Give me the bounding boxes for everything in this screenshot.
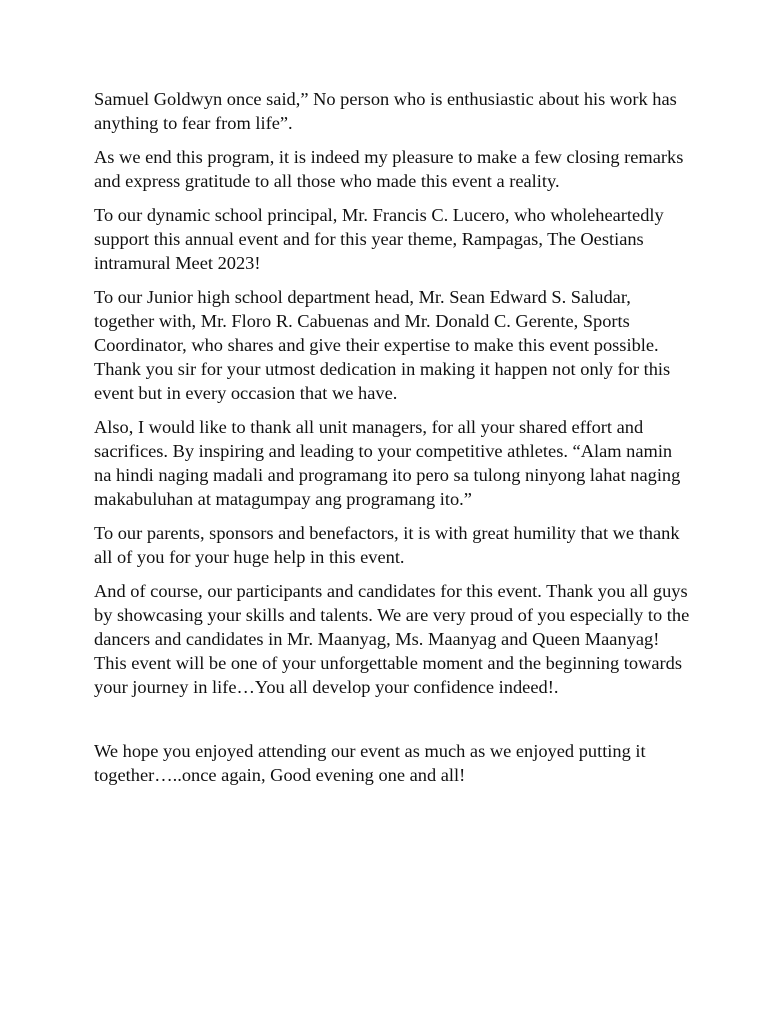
paragraph-parents-sponsors: To our parents, sponsors and benefactors, it is with great humility that we thank all of you for your huge help in this event. [94, 523, 680, 567]
paragraph-department-head: To our Junior high school department head, Mr. Sean Edward S. Saludar, together with, Mr. Floro R. Cabuenas and Mr. Donald C. Gerente, Sports Coordinator, who shares and give their expertise to make this event possible. Thank you sir for your utmost dedication in making it happen not only for this event but in every occasion that we have. [94, 287, 671, 403]
paragraph-participants: And of course, our participants and candidates for this event. Thank you all guys by showcasing your skills and talents. We are very proud of you especially to the dancers and candidates in Mr. Maanyag, Ms. Maanyag and Queen Maanyag! This event will be one of your unforgettable moment and the beginning towards your journey in life…You all develop your confidence indeed!. [94, 581, 690, 697]
paragraph-closing-remarks: As we end this program, it is indeed my pleasure to make a few closing remarks and express gratitude to all those who made this event a reality. [94, 147, 684, 191]
document-body [94, 87, 694, 797]
paragraph-unit-managers: Also, I would like to thank all unit managers, for all your shared effort and sacrifices. By inspiring and leading to your competitive athletes. “Alam namin na hindi naging madali and programang ito pero sa tulong ninyong lahat naging makabuluhan at matagumpay ang programang ito.” [94, 417, 681, 509]
paragraph-quote: Samuel Goldwyn once said,” No person who is enthusiastic about his work has anything to fear from life”. [94, 89, 677, 133]
paragraph-principal: To our dynamic school principal, Mr. Francis C. Lucero, who wholeheartedly support this annual event and for this year theme, Rampagas, The Oestians intramural Meet 2023! [94, 205, 664, 273]
paragraph-farewell: We hope you enjoyed attending our event as much as we enjoyed putting it together…..once again, Good evening one and all! [94, 741, 646, 785]
